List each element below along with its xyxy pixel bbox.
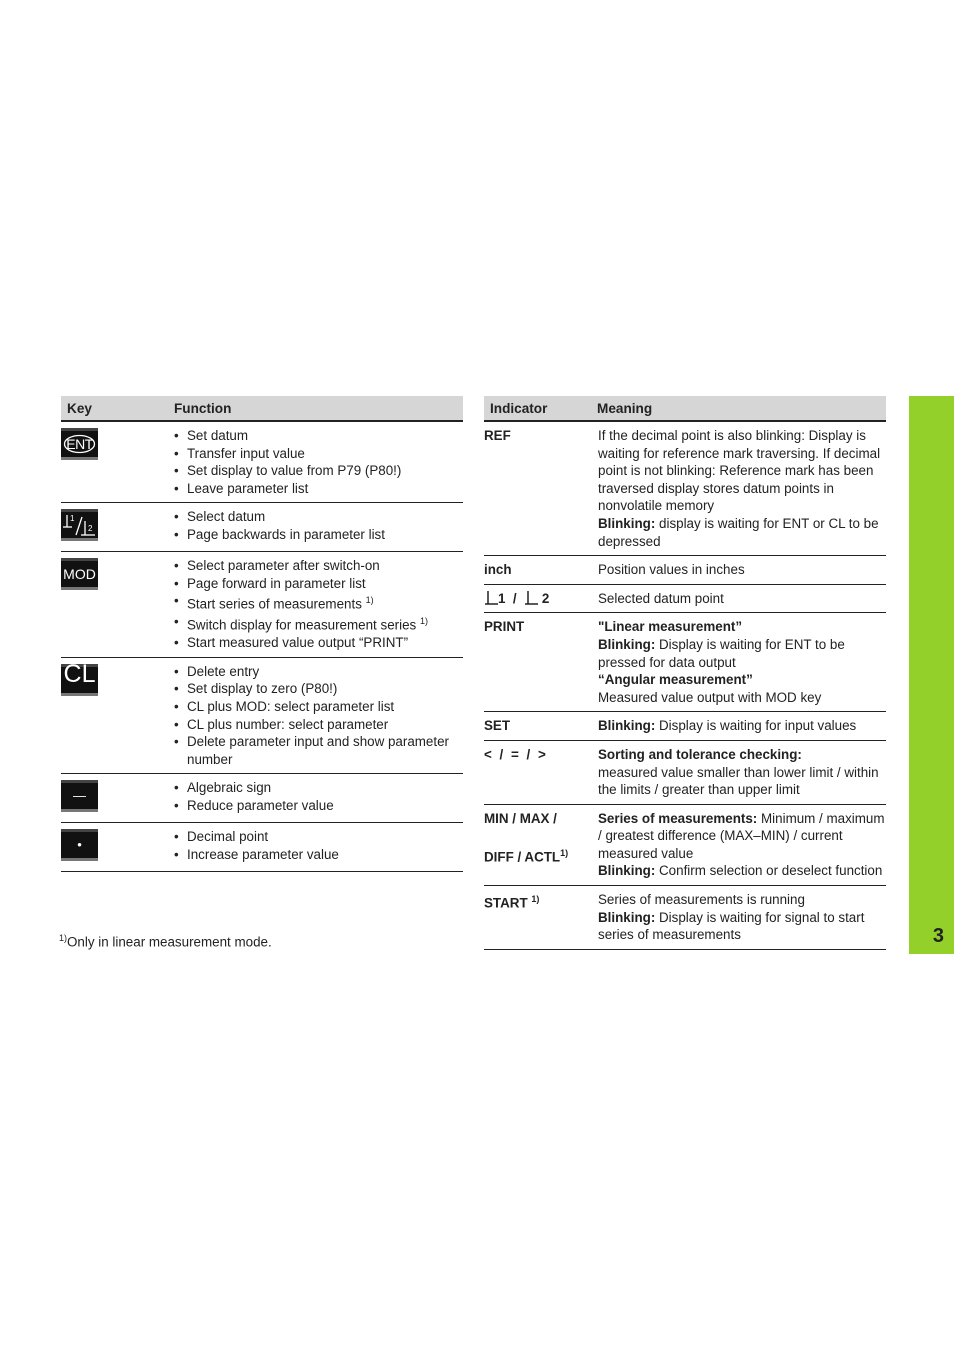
table-row <box>484 804 886 885</box>
indicator-set: SET <box>484 712 591 741</box>
chapter-tab <box>909 396 954 954</box>
footnote-text: Only in linear measurement mode. <box>67 934 272 950</box>
meaning-set: Blinking: Display is waiting for input values <box>591 712 886 741</box>
table-row <box>484 613 886 712</box>
table-row <box>484 886 886 950</box>
keys-table <box>61 396 463 872</box>
list-item: • Start measured value output “PRINT” <box>174 634 463 652</box>
list-item: • Set display to value from P79 (P80!) <box>174 462 463 480</box>
list-item: • Increase parameter value <box>174 846 463 864</box>
indicator-column-header: Indicator <box>484 396 591 421</box>
footnote-mark: 1) <box>59 933 68 943</box>
indicator-datum: 1 / 2 <box>484 584 591 613</box>
meaning-print: "Linear measurement” Blinking: Display is waiting for ENT to be pressed for data output “Angular measurement” Measured value output with MOD key <box>591 613 886 712</box>
indicator-header-row <box>484 396 886 421</box>
keys-header-row <box>61 396 463 421</box>
list-item: • Switch display for measurement series $^{1)}$ <box>174 613 463 634</box>
meaning-start: Series of measurements is running Blinking: Display is waiting for signal to start series of measurements <box>591 886 886 950</box>
minus-key-label: — <box>73 788 86 804</box>
cl-key-icon <box>61 659 98 696</box>
list-item: • Start series of measurements $^{1)}$ <box>174 592 463 613</box>
list-item: • Delete entry <box>174 663 463 681</box>
table-row <box>484 421 886 556</box>
list-item: • Reduce parameter value <box>174 797 463 815</box>
list-item: • Set datum <box>174 427 463 445</box>
list-item: • Select datum <box>174 508 463 526</box>
datum-icon <box>524 590 538 606</box>
list-item: • Select parameter after switch-on <box>174 557 463 575</box>
decimal-point-key-icon <box>61 829 98 861</box>
cl-key-label: CL <box>63 659 96 688</box>
table-row <box>61 421 463 503</box>
svg-text:1: 1 <box>70 514 75 524</box>
list-item: • CL plus MOD: select parameter list <box>174 698 463 716</box>
indicator-sort: < / = / > <box>484 740 591 804</box>
svg-text:2: 2 <box>88 524 93 534</box>
ent-key-label: ENT <box>66 436 93 452</box>
meaning-ref: If the decimal point is also blinking: Display is waiting for reference mark traversing. If decimal point is not blinking: Reference mark has been traversed display stores datum points in nonvolatile memory Blinking: display is waiting for ENT or CL to be depressed <box>591 421 886 556</box>
page-number: 3 <box>932 925 944 947</box>
list-item: • Algebraic sign <box>174 779 463 797</box>
mod-key-icon <box>61 558 98 590</box>
list-item: • Transfer input value <box>174 445 463 463</box>
meaning-series: Series of measurements: Minimum / maximum / greatest difference (MAX–MIN) / current measured value Blinking: Confirm selection or deselect function <box>591 804 886 885</box>
indicator-print: PRINT <box>484 613 591 712</box>
indicator-start: START $^{1)}$ <box>484 886 591 950</box>
table-row <box>484 584 886 613</box>
table-row <box>484 712 886 741</box>
function-column-header: Function <box>168 396 463 421</box>
indicator-table <box>484 396 886 950</box>
list-item: • Delete parameter input and show parameter number <box>174 733 463 768</box>
list-item: • CL plus number: select parameter <box>174 716 463 734</box>
list-item: • Page forward in parameter list <box>174 575 463 593</box>
minus-key-icon <box>61 780 98 812</box>
datum-icon <box>484 590 498 606</box>
list-item: • Leave parameter list <box>174 480 463 498</box>
ent-key-icon <box>61 428 98 460</box>
meaning-sort: Sorting and tolerance checking: measured value smaller than lower limit / within the limits / greater than upper limit <box>591 740 886 804</box>
mod-key-label: MOD <box>63 565 96 582</box>
table-row <box>61 503 463 552</box>
list-item: • Page backwards in parameter list <box>174 526 463 544</box>
footnote <box>59 933 272 949</box>
indicator-ref: REF <box>484 421 591 556</box>
decimal-point-key-label: • <box>77 837 82 853</box>
list-item: • Set display to zero (P80!) <box>174 680 463 698</box>
meaning-datum: Selected datum point <box>591 584 886 613</box>
indicator-series: MIN / MAX / DIFF / ACTL$^{1)}$ <box>484 804 591 885</box>
list-item: • Decimal point <box>174 828 463 846</box>
key-column-header: Key <box>61 396 168 421</box>
datum-select-key-icon <box>61 509 98 541</box>
table-row <box>61 823 463 872</box>
meaning-column-header: Meaning <box>591 396 886 421</box>
indicator-inch: inch <box>484 556 591 585</box>
table-row <box>61 551 463 657</box>
table-row <box>484 740 886 804</box>
meaning-inch: Position values in inches <box>591 556 886 585</box>
table-row <box>484 556 886 585</box>
table-row <box>61 774 463 823</box>
table-row <box>61 657 463 774</box>
